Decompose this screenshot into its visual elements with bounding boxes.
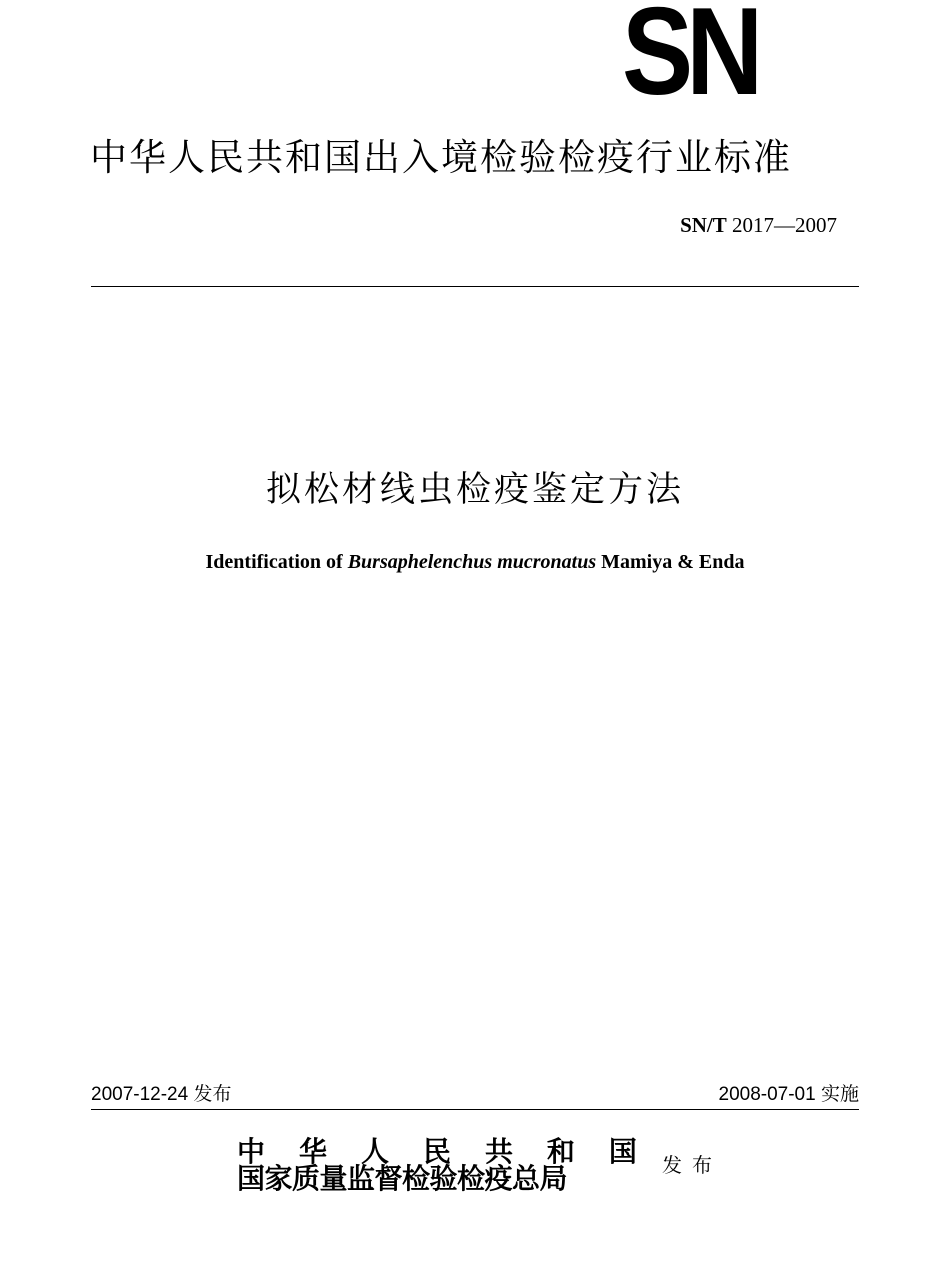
publisher-char: 共: [484, 1135, 513, 1168]
document-title-chinese: 拟松材线虫检疫鉴定方法: [265, 470, 684, 510]
publisher-char: 民: [422, 1135, 451, 1168]
issue-date-label: 发布: [193, 1084, 232, 1105]
issue-date-value: 2007-12-24: [91, 1084, 189, 1105]
top-divider: [91, 286, 859, 287]
standard-category: 中华人民共和国出入境检验检疫行业标准: [90, 136, 792, 179]
issue-date: [91, 1083, 232, 1107]
publisher-char: 中: [237, 1135, 266, 1168]
publisher-char: 人: [360, 1135, 389, 1168]
publisher-char: 和: [546, 1135, 575, 1168]
title-english-prefix: Identification of: [205, 551, 343, 573]
standard-number-value: 2017—2007: [732, 213, 837, 237]
title-english-species: Bursaphelenchus mucronatus: [347, 551, 597, 573]
title-english-suffix: Mamiya & Enda: [601, 551, 745, 573]
publish-label: 发布: [662, 1153, 722, 1177]
implementation-date: [719, 1083, 860, 1107]
publisher-char: 国: [608, 1135, 637, 1168]
implementation-date-value: 2008-07-01: [718, 1084, 816, 1105]
sn-logo: SN: [622, 5, 757, 99]
publisher-line-2: 国家质量监督检验检疫总局: [237, 1162, 568, 1195]
standard-code: SN/T: [680, 213, 727, 237]
publisher-char: 华: [298, 1135, 327, 1168]
implementation-date-label: 实施: [820, 1084, 859, 1105]
document-title-english: [0, 549, 950, 575]
bottom-divider: [91, 1109, 859, 1110]
standard-number: [680, 212, 837, 238]
